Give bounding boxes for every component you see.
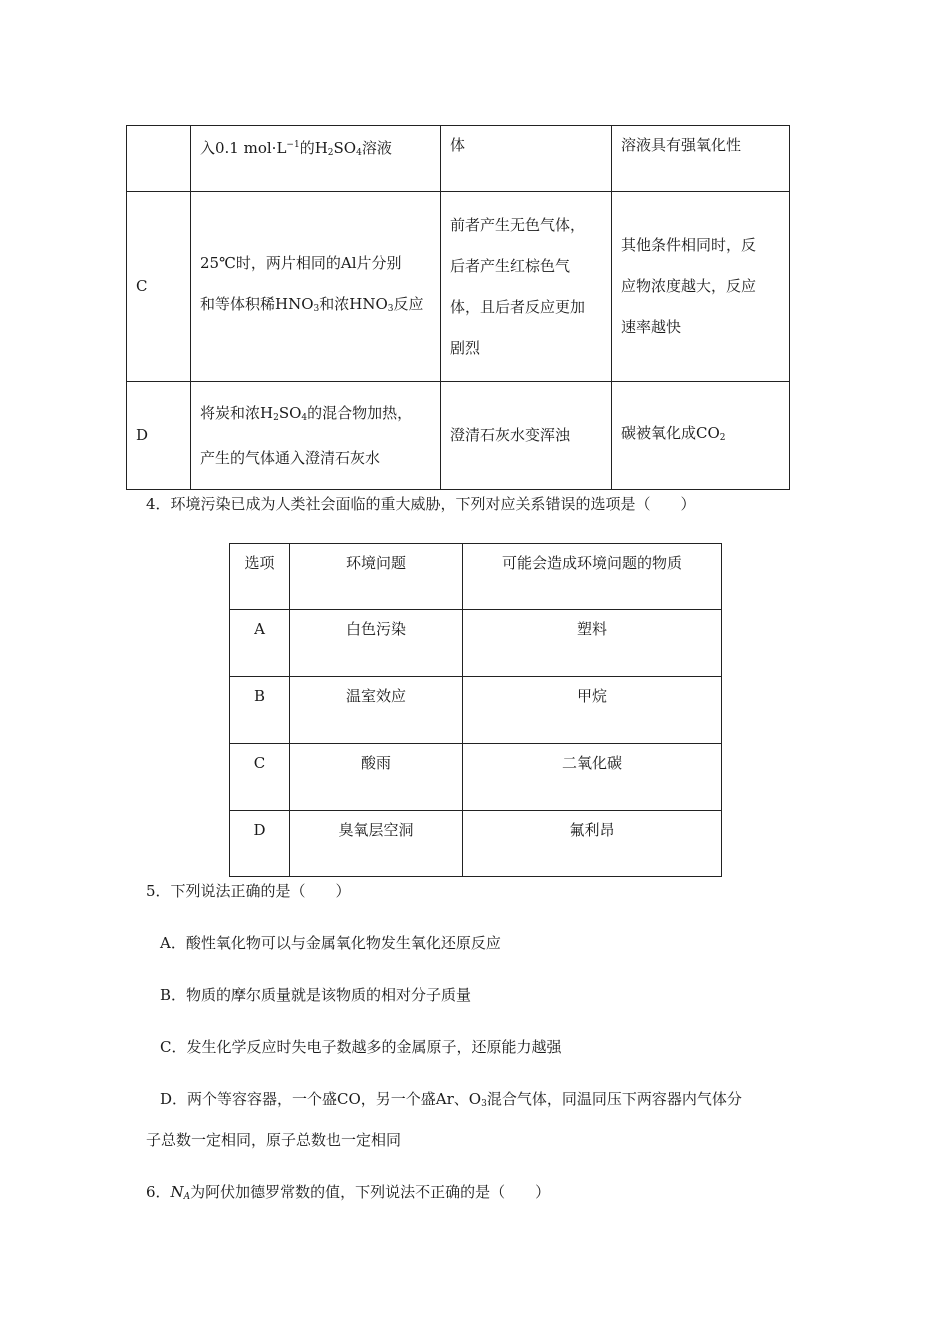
text-line: 速率越快 <box>621 318 682 336</box>
option-cell: B <box>230 677 290 744</box>
subscript: 2 <box>327 148 334 158</box>
substance-cell: 塑料 <box>463 610 722 677</box>
substance-cell: 二氧化碳 <box>463 744 722 811</box>
subscript: 4 <box>301 413 308 423</box>
experiment-table <box>126 125 790 490</box>
question-5-option-d-line2: 子总数一定相同，原子总数也一定相同 <box>146 1131 402 1149</box>
text: 6． <box>146 1183 171 1201</box>
text: 的H <box>299 139 328 157</box>
experiment-cell <box>191 126 441 192</box>
question-5-stem: 5．下列说法正确的是（ ） <box>146 882 351 900</box>
question-6-stem <box>146 1182 550 1207</box>
text: 的混合物加热， <box>307 404 413 422</box>
text: 反应 <box>393 295 424 313</box>
phenomenon-cell: 体 <box>441 126 612 192</box>
subscript: 3 <box>481 1099 487 1109</box>
experiment-cell <box>191 382 441 490</box>
table-header-row <box>230 544 722 610</box>
table-row <box>230 744 722 811</box>
phenomenon-cell: 澄清石灰水变浑浊 <box>441 382 612 490</box>
subscript: 3 <box>387 304 394 314</box>
text: 和等体积稀HNO <box>200 295 314 313</box>
header-cell: 环境问题 <box>290 544 463 610</box>
option-cell: C <box>127 192 191 382</box>
option-cell: D <box>230 811 290 877</box>
text-line: 产生的气体通入澄清石灰水 <box>200 449 381 467</box>
text-line <box>200 284 440 330</box>
table-row <box>127 126 790 192</box>
text-line: 后者产生红棕色气 <box>450 256 571 275</box>
option-cell: A <box>230 610 290 677</box>
text-line: 应物浓度越大，反应 <box>621 277 757 295</box>
experiment-cell <box>191 192 441 382</box>
table-row <box>127 382 790 490</box>
table-row <box>230 677 722 744</box>
text-line: 25℃时，两片相同的Al片分别 <box>200 254 402 272</box>
text: 碳被氧化成CO <box>621 423 720 442</box>
phenomenon-cell <box>441 192 612 382</box>
subscript: 2 <box>273 413 279 423</box>
question-5-option-c: C．发生化学反应时失电子数越多的金属原子，还原能力越强 <box>160 1038 562 1056</box>
subscript: 4 <box>356 148 362 158</box>
text: 为阿伏加德罗常数的值，下列说法不正确的是（ ） <box>190 1183 551 1201</box>
subscript: 3 <box>313 304 320 314</box>
question-5-option-b: B．物质的摩尔质量就是该物质的相对分子质量 <box>160 986 472 1004</box>
header-cell: 选项 <box>230 544 290 610</box>
text-line: 剧烈 <box>450 338 481 357</box>
problem-cell: 臭氧层空洞 <box>290 811 463 877</box>
text-line: 前者产生无色气体， <box>450 215 586 234</box>
text-line: 体，且后者反应更加 <box>450 297 586 316</box>
text: 溶液 <box>361 139 392 157</box>
subscript: A <box>183 1192 191 1202</box>
option-cell <box>127 126 191 192</box>
text: 和浓HNO <box>319 295 388 313</box>
table-row <box>230 610 722 677</box>
text: 混合气体，同温同压下两容器内气体分 <box>486 1090 742 1108</box>
text: 入0.1 mol·L <box>200 139 287 157</box>
substance-cell: 甲烷 <box>463 677 722 744</box>
conclusion-cell: 溶液具有强氧化性 <box>612 126 790 192</box>
italic-symbol: N <box>170 1183 184 1201</box>
substance-cell: 氟利昂 <box>463 811 722 877</box>
pollution-table <box>229 543 722 877</box>
table-row <box>230 811 722 877</box>
header-cell: 可能会造成环境问题的物质 <box>463 544 722 610</box>
text-line: 其他条件相同时，反 <box>621 236 757 254</box>
question-5-option-a: A．酸性氧化物可以与金属氧化物发生氧化还原反应 <box>160 934 501 952</box>
superscript: −1 <box>286 140 300 150</box>
option-cell: C <box>230 744 290 811</box>
option-cell: D <box>127 382 191 490</box>
text: SO <box>333 139 357 157</box>
problem-cell: 白色污染 <box>290 610 463 677</box>
question-4-stem: 4．环境污染已成为人类社会面临的重大威胁，下列对应关系错误的选项是（ ） <box>146 495 696 513</box>
conclusion-cell <box>612 382 790 490</box>
text: D．两个等容容器，一个盛CO，另一个盛Ar、O <box>160 1090 482 1108</box>
text-line <box>200 393 440 438</box>
text: 将炭和浓H <box>200 404 274 422</box>
text: SO <box>278 404 302 422</box>
problem-cell: 温室效应 <box>290 677 463 744</box>
problem-cell: 酸雨 <box>290 744 463 811</box>
conclusion-cell <box>612 192 790 382</box>
subscript: 2 <box>719 432 726 443</box>
question-5-option-d-line1 <box>160 1089 742 1114</box>
table-row <box>127 192 790 382</box>
